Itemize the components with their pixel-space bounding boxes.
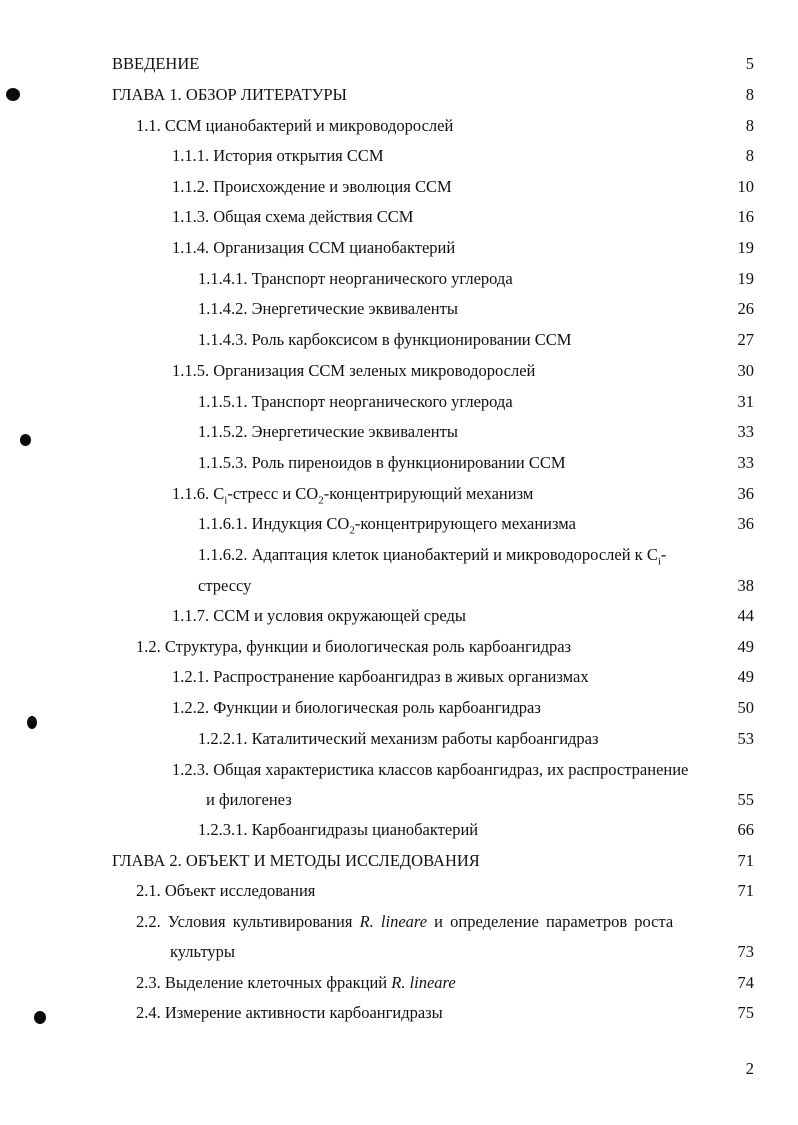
page-number: 2 (745, 1059, 754, 1078)
toc-page: 38 (737, 576, 754, 595)
toc-entry: 1.1.3. Общая схема действия CCM (172, 207, 414, 226)
toc-entry: 1.2.1. Распространение карбоангидраз в живых организмах (172, 667, 589, 686)
toc-entry: 1.1.4. Организация CCM цианобактерий (172, 238, 456, 257)
toc-entry: 2.1. Объект исследования (136, 881, 316, 900)
toc-entry: 2.4. Измерение активности карбоангидразы (136, 1003, 443, 1022)
toc-entry: 1.1.4.3. Роль карбоксисом в функционировании CCM (198, 330, 572, 349)
toc-entry: 1.1.5. Организация CCM зеленых микроводорослей (172, 361, 536, 380)
toc-page: 49 (737, 637, 754, 656)
toc-entry: 1.2. Структура, функции и биологическая роль карбоангидраз (136, 637, 572, 656)
toc-page: 36 (737, 484, 754, 503)
toc-page: 5 (745, 54, 754, 73)
toc-entry: 1.2.3.1. Карбоангидразы цианобактерий (198, 820, 479, 839)
toc-entry: 1.2.2.1. Каталитический механизм работы карбоангидраз (198, 729, 599, 748)
toc-page: 36 (737, 514, 754, 533)
toc-entry: 1.2.3. Общая характеристика классов карбоангидраз, их распространение (172, 760, 689, 779)
toc-page: 55 (737, 790, 754, 809)
toc-page: 30 (737, 361, 754, 380)
toc-entry: 1.1.5.3. Роль пиреноидов в функционировании CCM (198, 453, 566, 472)
scan-speck (20, 434, 31, 446)
toc-page: 71 (737, 881, 754, 900)
toc-page: 50 (737, 698, 754, 717)
toc-entry-continuation: культуры (170, 942, 236, 961)
scan-speck (6, 88, 20, 101)
toc-page: 19 (737, 269, 754, 288)
toc-entry: 2.3. Выделение клеточных фракций R. lineare (136, 973, 456, 992)
toc-entry: ГЛАВА 1. ОБЗОР ЛИТЕРАТУРЫ (112, 85, 347, 104)
toc-entry: ГЛАВА 2. ОБЪЕКТ И МЕТОДЫ ИССЛЕДОВАНИЯ (112, 851, 480, 870)
toc-page: 19 (737, 238, 754, 257)
scan-speck (27, 716, 37, 729)
toc-page: 75 (737, 1003, 754, 1022)
toc-page: 73 (737, 942, 754, 961)
toc-entry: 1.1.2. Происхождение и эволюция CCM (172, 177, 452, 196)
toc-entry: 1.1.1. История открытия CCM (172, 146, 384, 165)
toc-page: 49 (737, 667, 754, 686)
toc-page: 74 (737, 973, 754, 992)
toc-entry: 1.1.5.1. Транспорт неорганического углерода (198, 392, 513, 411)
toc-entry: 1.2.2. Функции и биологическая роль карбоангидраз (172, 698, 541, 717)
toc-entry: 1.1.5.2. Энергетические эквиваленты (198, 422, 458, 441)
toc-entry: 2.2. Условия культивирования R. lineare и определение параметров роста (136, 912, 674, 931)
toc-page: 8 (745, 85, 754, 104)
toc-entry: 1.1. CCM цианобактерий и микроводорослей (136, 116, 454, 135)
toc-entry: 1.1.7. CCM и условия окружающей среды (172, 606, 466, 625)
toc-entry: 1.1.6. $C_i$-стресс и $CO_2$-концентрирующий механизм (172, 484, 534, 507)
toc-page: 26 (737, 299, 754, 318)
toc-page: 8 (745, 116, 754, 135)
toc-entry-continuation: и филогенез (206, 790, 292, 809)
toc-page: 53 (737, 729, 754, 748)
toc-page: 27 (737, 330, 754, 349)
toc-page: 44 (737, 606, 754, 625)
toc-entry: 1.1.4.1. Транспорт неорганического углерода (198, 269, 513, 288)
toc-page: 66 (737, 820, 754, 839)
toc-page: 71 (737, 851, 754, 870)
toc-page: 33 (737, 422, 754, 441)
toc-entry-continuation: стрессу (198, 576, 252, 595)
toc-entry: ВВЕДЕНИЕ (112, 54, 200, 73)
toc-entry: 1.1.6.2. Адаптация клеток цианобактерий и микроводорослей к $C_i-$ (198, 545, 667, 568)
toc-page: 33 (737, 453, 754, 472)
toc-page: 16 (737, 207, 754, 226)
toc-page: 31 (737, 392, 754, 411)
toc-entry: 1.1.4.2. Энергетические эквиваленты (198, 299, 458, 318)
toc-entry: 1.1.6.1. Индукция $CO_2$-концентрирующего механизма (198, 514, 576, 537)
toc-page: 8 (745, 146, 754, 165)
toc-page: 10 (737, 177, 754, 196)
scan-speck (34, 1011, 46, 1024)
